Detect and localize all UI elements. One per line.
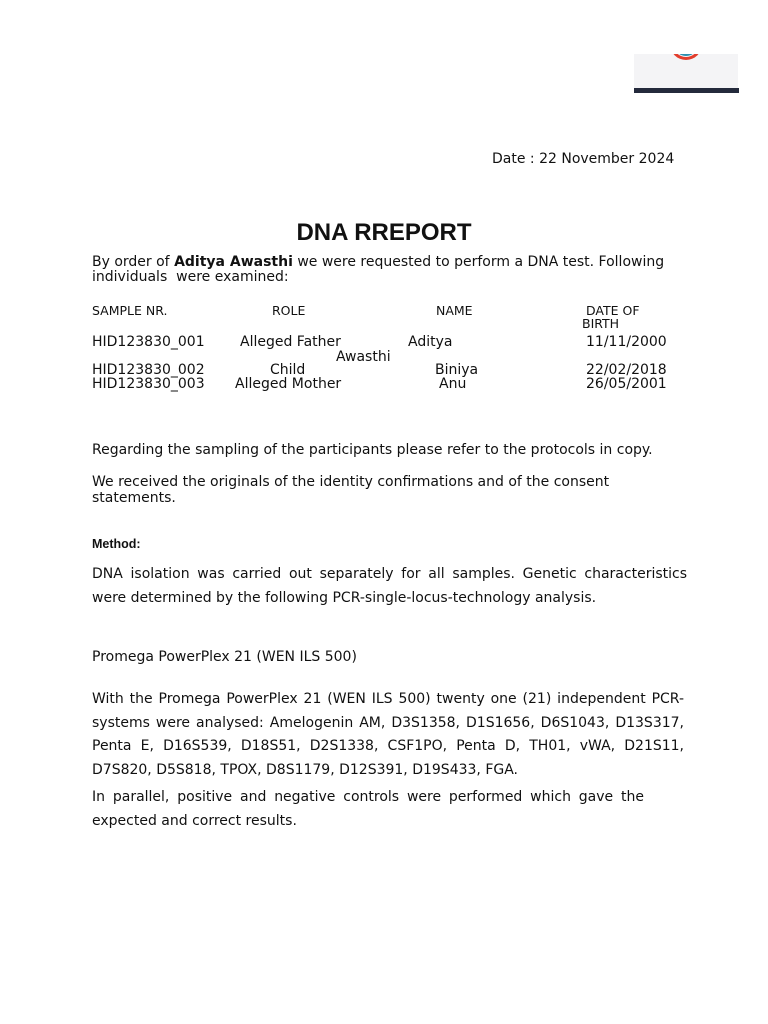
- report-title: DNA RREPORT: [296, 219, 472, 246]
- intro-line-2: individuals were examined:: [92, 269, 289, 285]
- table-row-2-name: Biniya: [435, 362, 479, 378]
- client-name: Aditya Awasthi: [174, 254, 293, 270]
- method-kit: Promega PowerPlex 21 (WEN ILS 500): [92, 649, 357, 665]
- intro-line-1: [92, 254, 664, 270]
- logo-bar: [634, 88, 739, 93]
- intro-rest: we were requested to perform a DNA test. Following: [297, 254, 665, 270]
- table-row-1-name-line-2: Awasthi: [336, 349, 391, 365]
- table-row-3-role: Alleged Mother: [235, 376, 342, 392]
- table-row-2-sample: HID123830_002: [92, 362, 205, 378]
- table-row-3-name: Anu: [439, 376, 467, 392]
- method-isolation: DNA isolation was carried out separately for all samples. Genetic characteristics were determined by the following PCR-single-locus-technology analysis.: [92, 566, 687, 606]
- lab-logo-icon: [634, 54, 740, 93]
- table-row-1-dob: 11/11/2000: [586, 334, 667, 350]
- table-row-2-dob: 22/02/2018: [586, 362, 667, 378]
- table-row-1-name: Aditya: [408, 334, 453, 350]
- table-row-1-role: Alleged Father: [240, 334, 341, 350]
- identity-note: We received the originals of the identity confirmations and of the consent statements.: [92, 474, 610, 506]
- col-header-sample: SAMPLE NR.: [92, 303, 168, 318]
- report-date: Date : 22 November 2024: [492, 151, 675, 167]
- method-heading: Method:: [92, 537, 141, 551]
- table-row-2-role: Child: [270, 362, 306, 378]
- col-header-dob-line-1: DATE OF: [586, 303, 640, 318]
- sampling-note: Regarding the sampling of the participants please refer to the protocols in copy.: [92, 442, 653, 458]
- method-controls: In parallel, positive and negative controls were performed which gave the expected and correct results.: [92, 789, 644, 829]
- method-systems: With the Promega PowerPlex 21 (WEN ILS 500) twenty one (21) independent PCR-systems were analysed: Amelogenin AM, D3S1358, D1S1656, D6S1043, D13S317, Penta E, D16S539, D18S51, D2S1338, CSF1PO, Penta D, TH01, vWA, D21S11, D7S820, D5S818, TPOX, D8S1179, D12S391, D19S433, FGA.: [92, 691, 684, 778]
- table-row-1-sample: HID123830_001: [92, 334, 205, 350]
- col-header-dob-line-2: BIRTH: [582, 316, 620, 331]
- col-header-role: ROLE: [272, 303, 306, 318]
- table-row-3-dob: 26/05/2001: [586, 376, 667, 392]
- table-row-3-sample: HID123830_003: [92, 376, 205, 392]
- col-header-name: NAME: [436, 303, 473, 318]
- intro-prefix: By order of: [92, 254, 170, 270]
